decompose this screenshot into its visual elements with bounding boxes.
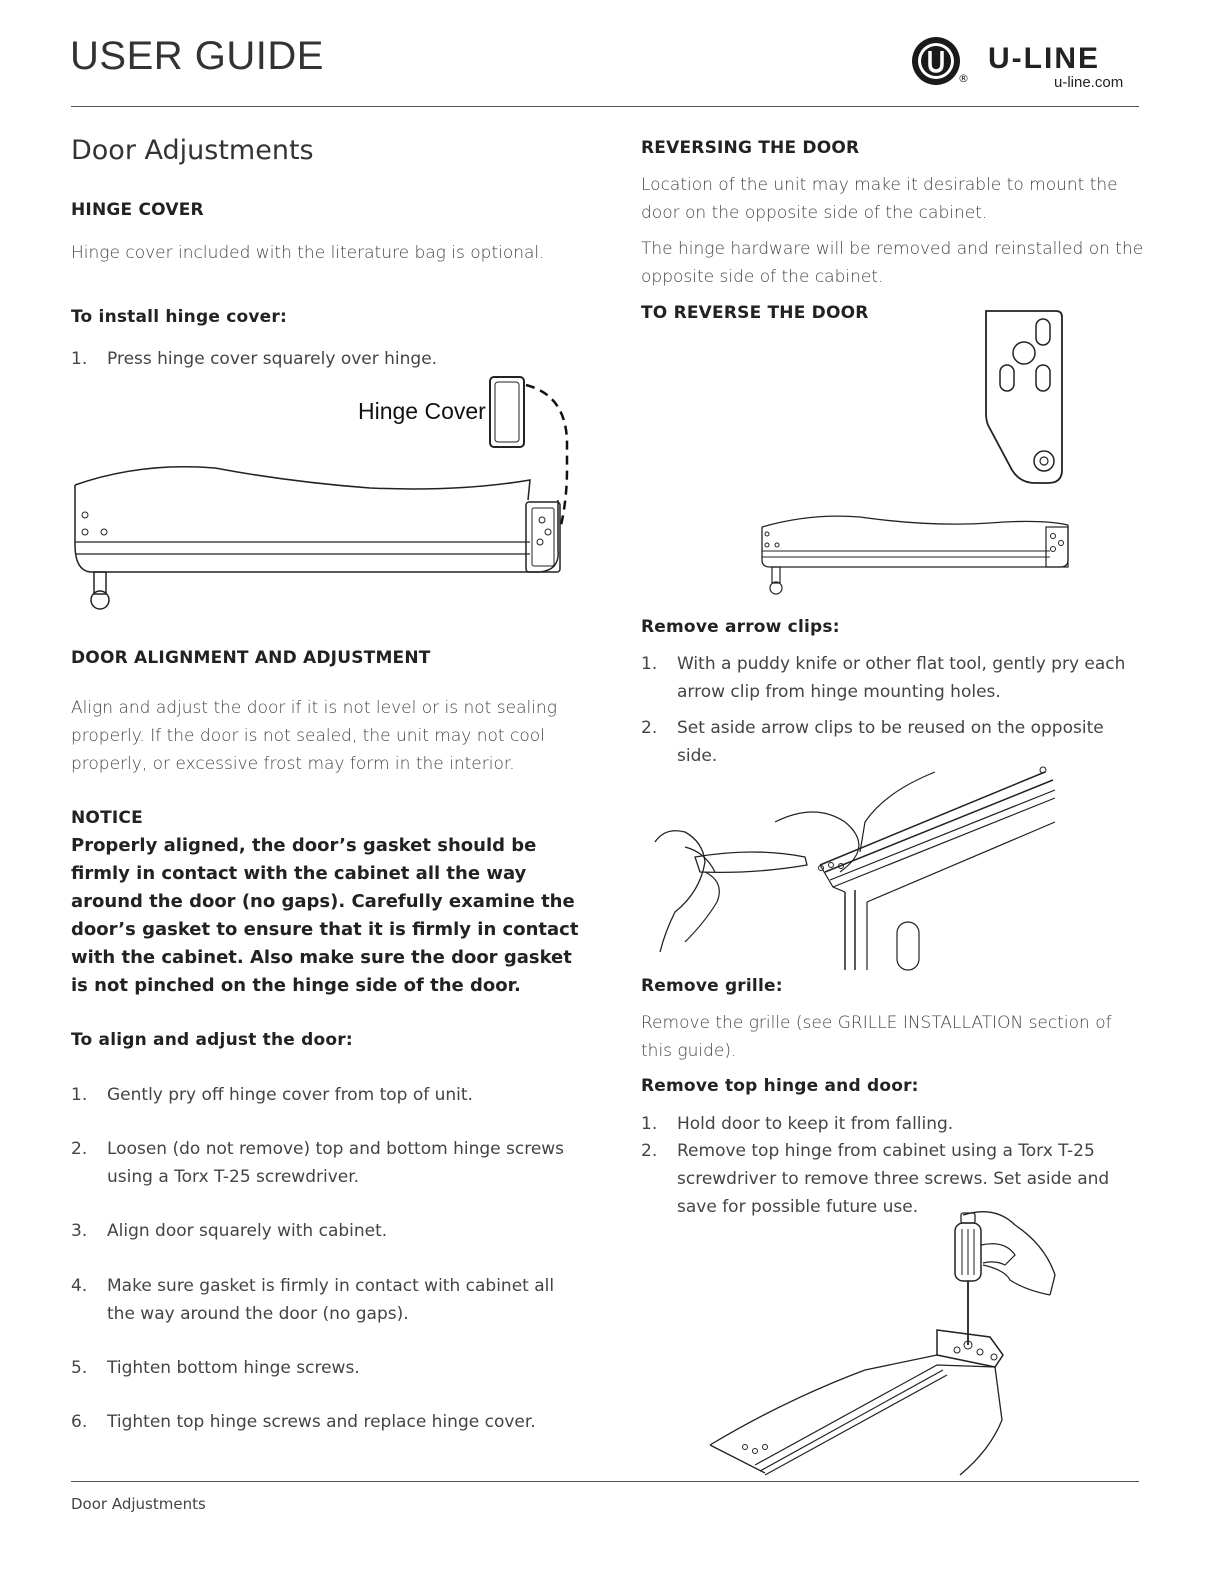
list-text-cont: arrow clip from hinge mounting holes. (677, 682, 1001, 702)
list-text: Press hinge cover squarely over hinge. (107, 349, 438, 369)
grille-heading: Remove grille: (641, 976, 783, 996)
notice-line-6: is not pinched on the hinge side of the door. (71, 975, 521, 996)
hinge-plate-figure (750, 305, 1080, 600)
list-number: 2. (641, 718, 658, 738)
list-item (641, 650, 1141, 706)
list-item (71, 1135, 571, 1191)
list-text-cont: screwdriver to remove three screws. Set aside and (677, 1169, 1110, 1189)
list-text: Loosen (do not remove) top and bottom hinge screws (107, 1139, 565, 1159)
remove-hinge-figure (705, 1205, 1065, 1475)
list-number: 3. (71, 1221, 88, 1241)
hinge-cover-heading: HINGE COVER (71, 200, 204, 220)
reversing-text-2: door on the opposite side of the cabinet. (641, 203, 988, 223)
notice-line-3: around the door (no gaps). Carefully examine the (71, 891, 575, 912)
list-item (641, 1110, 1141, 1138)
list-text: Gently pry off hinge cover from top of unit. (107, 1085, 473, 1105)
alignment-text-1: Align and adjust the door if it is not level or is not sealing (71, 698, 557, 718)
list-text: Hold door to keep it from falling. (677, 1114, 954, 1134)
registered-mark: ® (958, 72, 969, 85)
list-number: 2. (71, 1139, 88, 1159)
list-text-cont: save for possible future use. (677, 1197, 919, 1217)
list-number: 2. (641, 1141, 658, 1161)
list-text: Tighten bottom hinge screws. (107, 1358, 360, 1378)
brand-name: U-LINE (988, 42, 1100, 75)
hinge-cover-label: Hinge Cover (358, 398, 486, 424)
grille-text-1: Remove the grille (see GRILLE INSTALLATION section of (641, 1013, 1112, 1033)
reversing-text-1: Location of the unit may make it desirable to mount the (641, 175, 1118, 195)
reversing-heading: REVERSING THE DOOR (641, 138, 860, 158)
list-text: Set aside arrow clips to be reused on the opposite (677, 718, 1104, 738)
top-hinge-heading: Remove top hinge and door: (641, 1076, 919, 1096)
reinstall-text-2: opposite side of the cabinet. (641, 267, 884, 287)
list-item (71, 1081, 571, 1109)
install-hinge-cover-heading: To install hinge cover: (71, 307, 287, 327)
list-number: 6. (71, 1412, 88, 1432)
grille-text-2: this guide). (641, 1041, 737, 1061)
brand-logo (910, 36, 1140, 92)
hinge-cover-text: Hinge cover included with the literature bag is optional. (71, 243, 545, 263)
list-number: 1. (641, 654, 658, 674)
list-text: Align door squarely with cabinet. (107, 1221, 388, 1241)
notice-line-4: door’s gasket to ensure that it is firmly in contact (71, 919, 579, 940)
list-number: 1. (71, 1085, 88, 1105)
section-title: Door Adjustments (71, 135, 314, 166)
align-steps-heading: To align and adjust the door: (71, 1030, 353, 1050)
notice-line-2: firmly in contact with the cabinet all the way (71, 863, 527, 884)
list-number: 1. (641, 1114, 658, 1134)
footer-text: Door Adjustments (71, 1495, 206, 1513)
reinstall-text-1: The hinge hardware will be removed and reinstalled on the (641, 239, 1144, 259)
list-text: Remove top hinge from cabinet using a Torx T-25 (677, 1141, 1095, 1161)
header-divider (71, 106, 1139, 107)
to-reverse-heading: TO REVERSE THE DOOR (641, 303, 869, 323)
list-item (71, 345, 571, 373)
notice-line-5: with the cabinet. Also make sure the door gasket (71, 947, 572, 968)
list-item (71, 1354, 571, 1382)
list-text-cont: the way around the door (no gaps). (107, 1304, 409, 1324)
arrow-clips-heading: Remove arrow clips: (641, 617, 840, 637)
door-alignment-heading: DOOR ALIGNMENT AND ADJUSTMENT (71, 648, 431, 668)
alignment-text-3: properly, or excessive frost may form in the interior. (71, 754, 515, 774)
footer-divider (71, 1481, 1139, 1482)
list-number: 1. (71, 349, 88, 369)
list-item (71, 1272, 571, 1328)
list-text-cont: side. (677, 746, 718, 766)
list-number: 4. (71, 1276, 88, 1296)
list-text-cont: using a Torx T-25 screwdriver. (107, 1167, 360, 1187)
list-number: 5. (71, 1358, 88, 1378)
alignment-text-2: properly. If the door is not sealed, the unit may not cool (71, 726, 545, 746)
notice-line-1: Properly aligned, the door’s gasket should be (71, 835, 537, 856)
brand-url[interactable]: u-line.com (1054, 74, 1124, 91)
list-item (71, 1408, 571, 1436)
notice-heading: NOTICE (71, 808, 143, 828)
pry-arrow-clip-figure (645, 762, 1065, 972)
list-text: Make sure gasket is firmly in contact with cabinet all (107, 1276, 555, 1296)
page-title: USER GUIDE (70, 34, 324, 78)
list-text: With a puddy knife or other flat tool, gently pry each (677, 654, 1126, 674)
list-item (71, 1217, 571, 1245)
list-text: Tighten top hinge screws and replace hinge cover. (107, 1412, 536, 1432)
hinge-cover-figure (70, 370, 570, 615)
